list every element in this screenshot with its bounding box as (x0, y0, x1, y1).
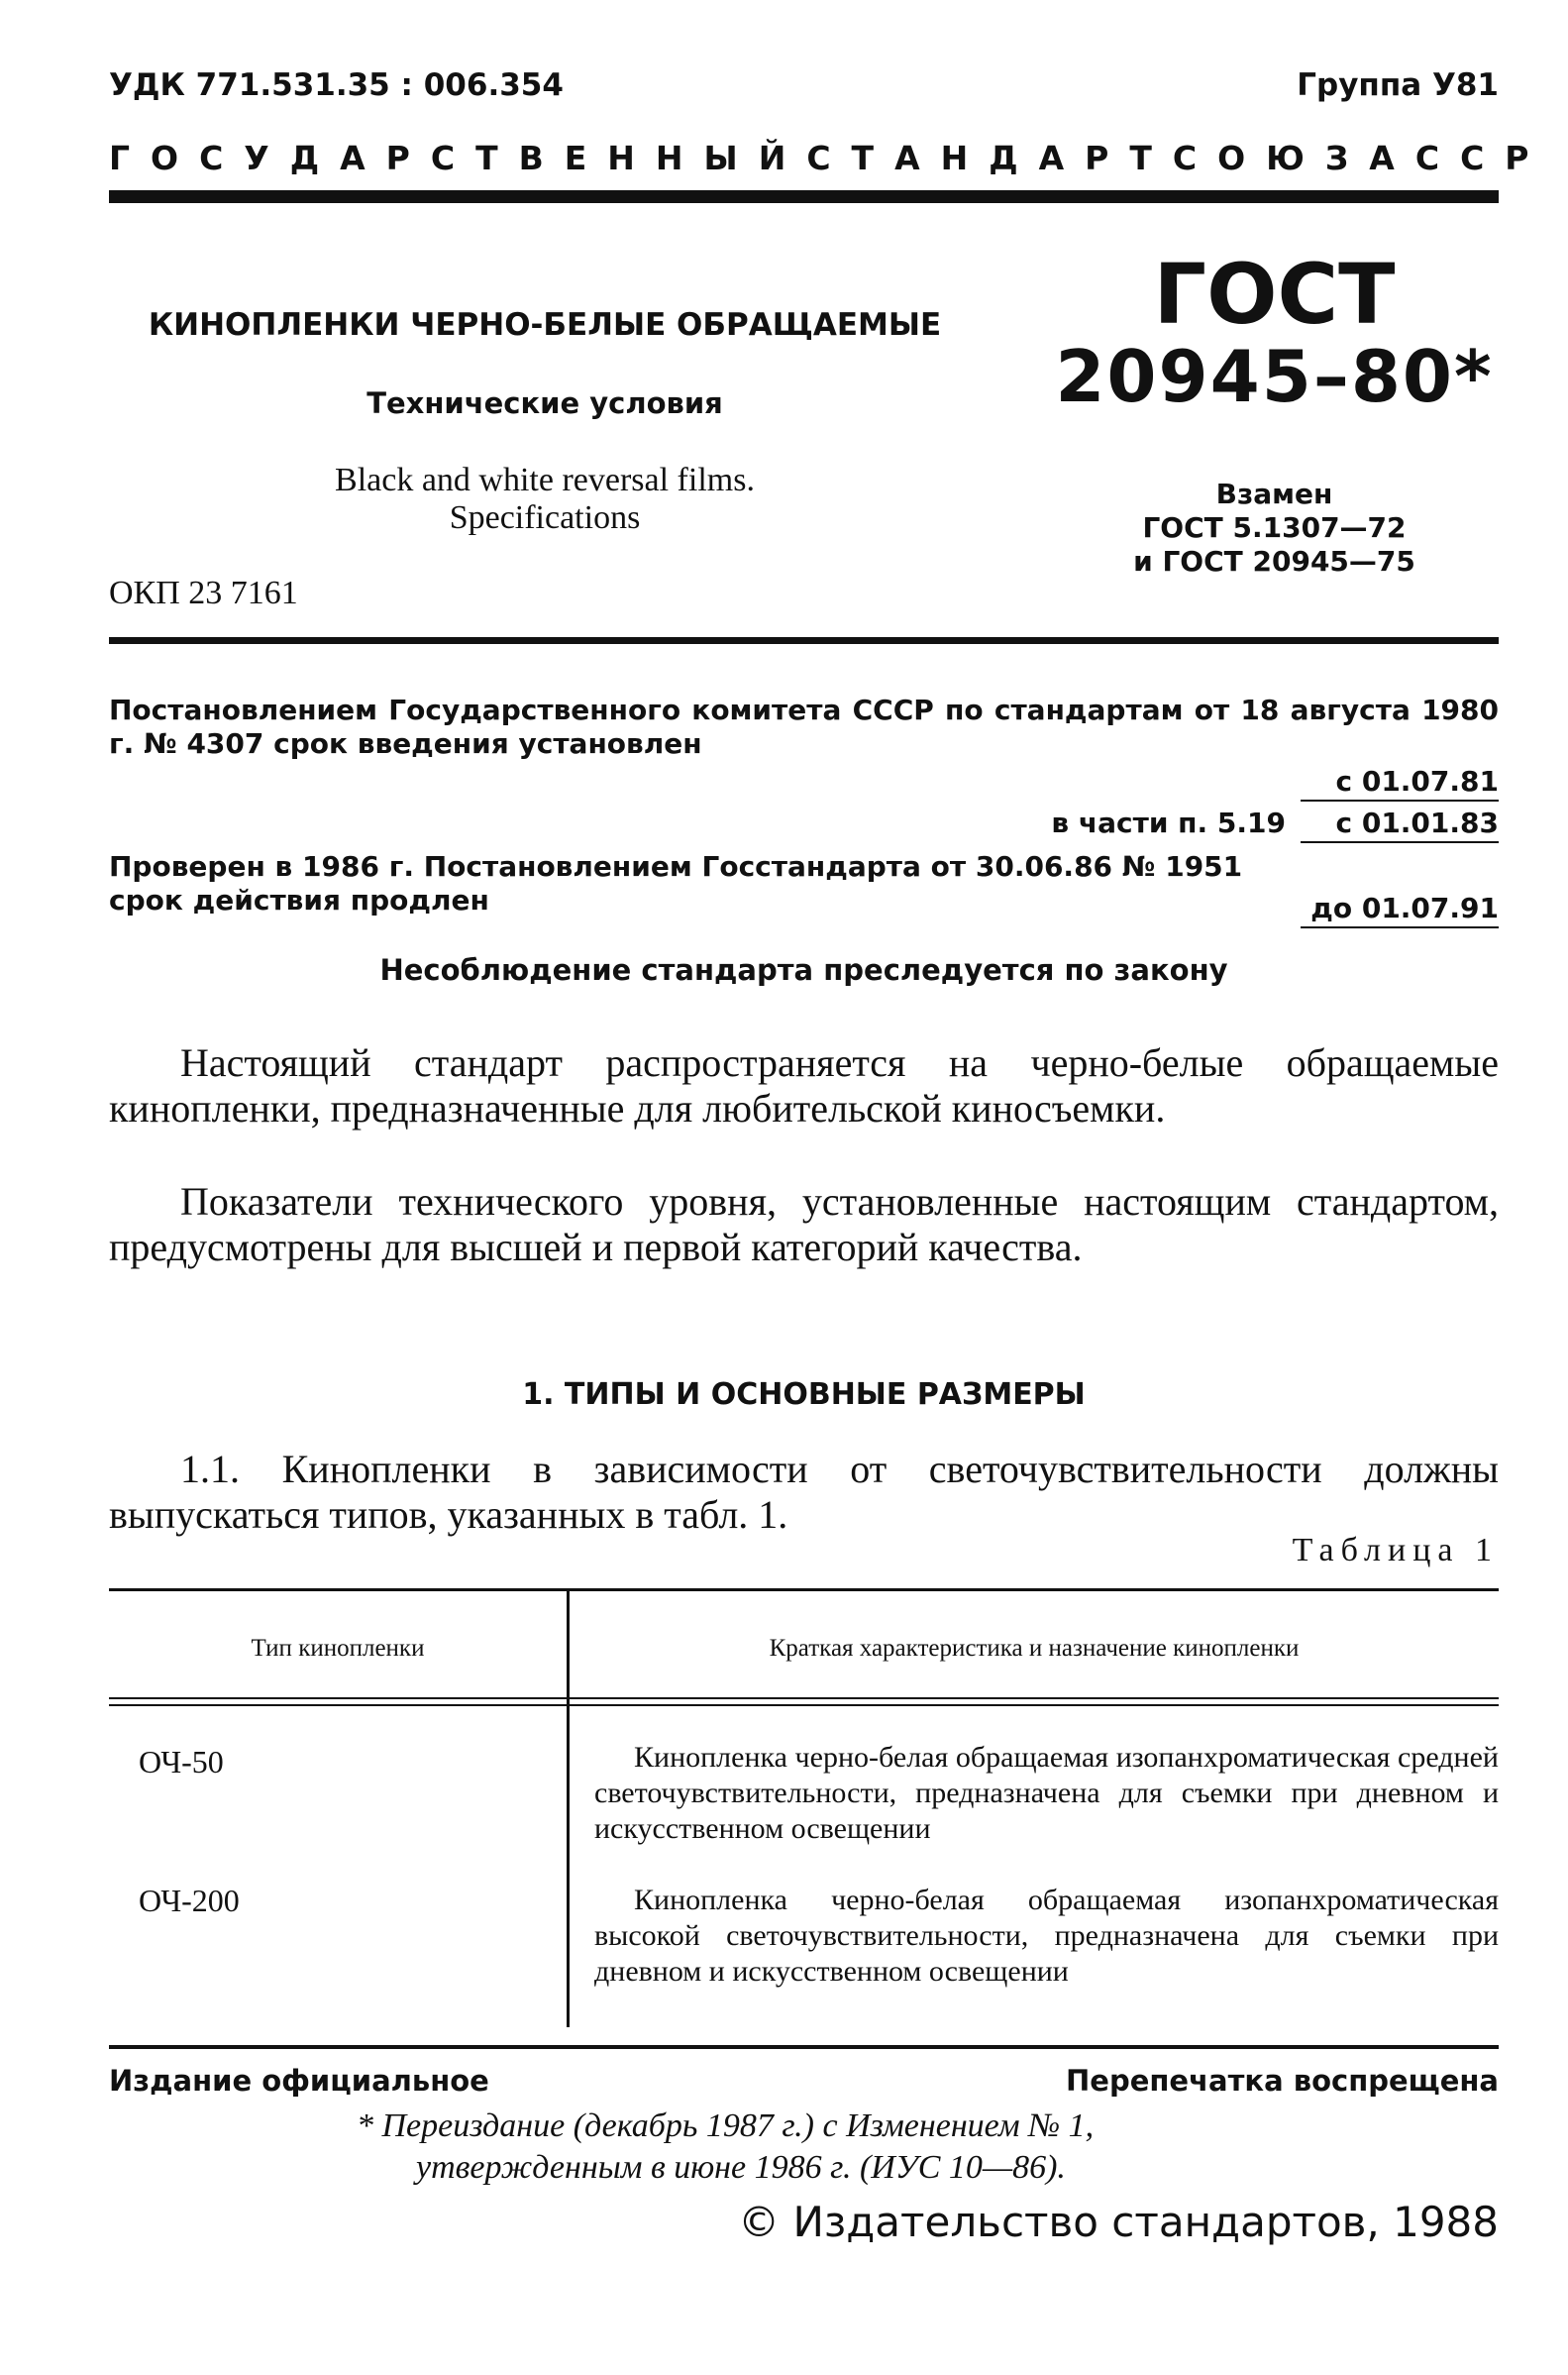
table-top-rule (109, 1588, 1499, 1591)
medium-divider (109, 637, 1499, 644)
part-label: в части п. 5.19 (1051, 807, 1286, 839)
gost-number: 20945–80* (1055, 335, 1494, 418)
udk-code: УДК 771.531.35 : 006.354 (109, 67, 564, 103)
heavy-divider (109, 190, 1499, 203)
table-cell-type: ОЧ-50 (139, 1744, 224, 1780)
table-header-type: Тип кинопленки (251, 1635, 425, 1662)
checked-text: Проверен в 1986 г. Постановлением Госстандарта от 30.06.86 № 1951 срок действия продлен (109, 850, 1243, 917)
effective-date: с 01.07.81 (1301, 765, 1499, 802)
valid-until-date: до 01.07.91 (1301, 892, 1499, 928)
english-title-line: Specifications (449, 499, 641, 536)
replaces-label: Взамен (1215, 478, 1333, 510)
section-paragraph: 1.1. Кинопленки в зависимости от светочувствительности должны выпускаться типов, указанных в табл. 1. (109, 1447, 1499, 1537)
part-effective-date: с 01.01.83 (1301, 807, 1499, 843)
document-subtitle: Технические условия (366, 386, 723, 420)
document-title: КИНОПЛЕНКИ ЧЕРНО-БЕЛЫЕ ОБРАЩАЕМЫЕ (148, 307, 942, 343)
banner-word: СТАНДАРТ (806, 139, 1173, 177)
edition-label: Издание официальное (109, 2064, 489, 2098)
table-header-rule (109, 1697, 1499, 1699)
body-paragraph: Настоящий стандарт распространяется на черно-белые обращаемые кинопленки, предназначенные для любительской киносъемки. (109, 1040, 1499, 1131)
table-cell-type: ОЧ-200 (139, 1883, 240, 1918)
table-bottom-rule (109, 2045, 1499, 2049)
english-title-line: Black and white reversal films. (335, 462, 755, 498)
footnote-line: * Переиздание (декабрь 1987 г.) с Изменением № 1, (357, 2107, 1095, 2144)
reprint-notice: Перепечатка воспрещена (1066, 2064, 1499, 2098)
banner-word: ССР (1414, 139, 1550, 177)
state-standard-banner (109, 139, 1550, 177)
footnote (357, 2105, 1347, 2189)
okp-code: ОКП 23 7161 (109, 575, 298, 611)
footnote-line: утвержденным в июне 1986 г. (ИУС 10—86). (416, 2149, 1066, 2186)
table-header-rule (109, 1704, 1499, 1706)
replaces-block (1050, 478, 1499, 579)
non-compliance-notice: Несоблюдение стандарта преследуется по закону (379, 953, 1228, 987)
table-header-description: Краткая характеристика и назначение кинопленки (769, 1635, 1300, 1662)
gost-label: ГОСТ (1153, 246, 1396, 343)
title-block (109, 307, 981, 537)
body-paragraph: Показатели технического уровня, установленные настоящим стандартом, предусмотрены для высшей и первой категорий качества. (109, 1179, 1499, 1269)
decree-text: Постановлением Государственного комитета СССР по стандартам от 18 августа 1980 г. № 4307 срок введения установлен (109, 694, 1499, 760)
english-title (109, 462, 981, 537)
publisher-copyright: © Издательство стандартов, 1988 (738, 2198, 1499, 2246)
section-title: 1. ТИПЫ И ОСНОВНЫЕ РАЗМЕРЫ (522, 1377, 1086, 1412)
banner-word: ГОСУДАРСТВЕННЫЙ (109, 139, 807, 177)
replaces-standard: ГОСТ 5.1307—72 (1142, 511, 1407, 544)
table-cell-description: Кинопленка черно-белая обращаемая изопанхроматическая средней светочувствительности, предназначена для съемки при дневном и искусственном освещении (594, 1741, 1499, 1845)
table-caption: Таблица 1 (1292, 1532, 1499, 1568)
table-cell-description: Кинопленка черно-белая обращаемая изопанхроматическая высокой светочувствительности, предназначена для съемки при дневном и искусственном освещении (594, 1884, 1499, 1988)
replaces-standard: и ГОСТ 20945—75 (1133, 545, 1415, 578)
banner-word: СОЮЗА (1172, 139, 1415, 177)
group-code: Группа У81 (1297, 67, 1499, 103)
